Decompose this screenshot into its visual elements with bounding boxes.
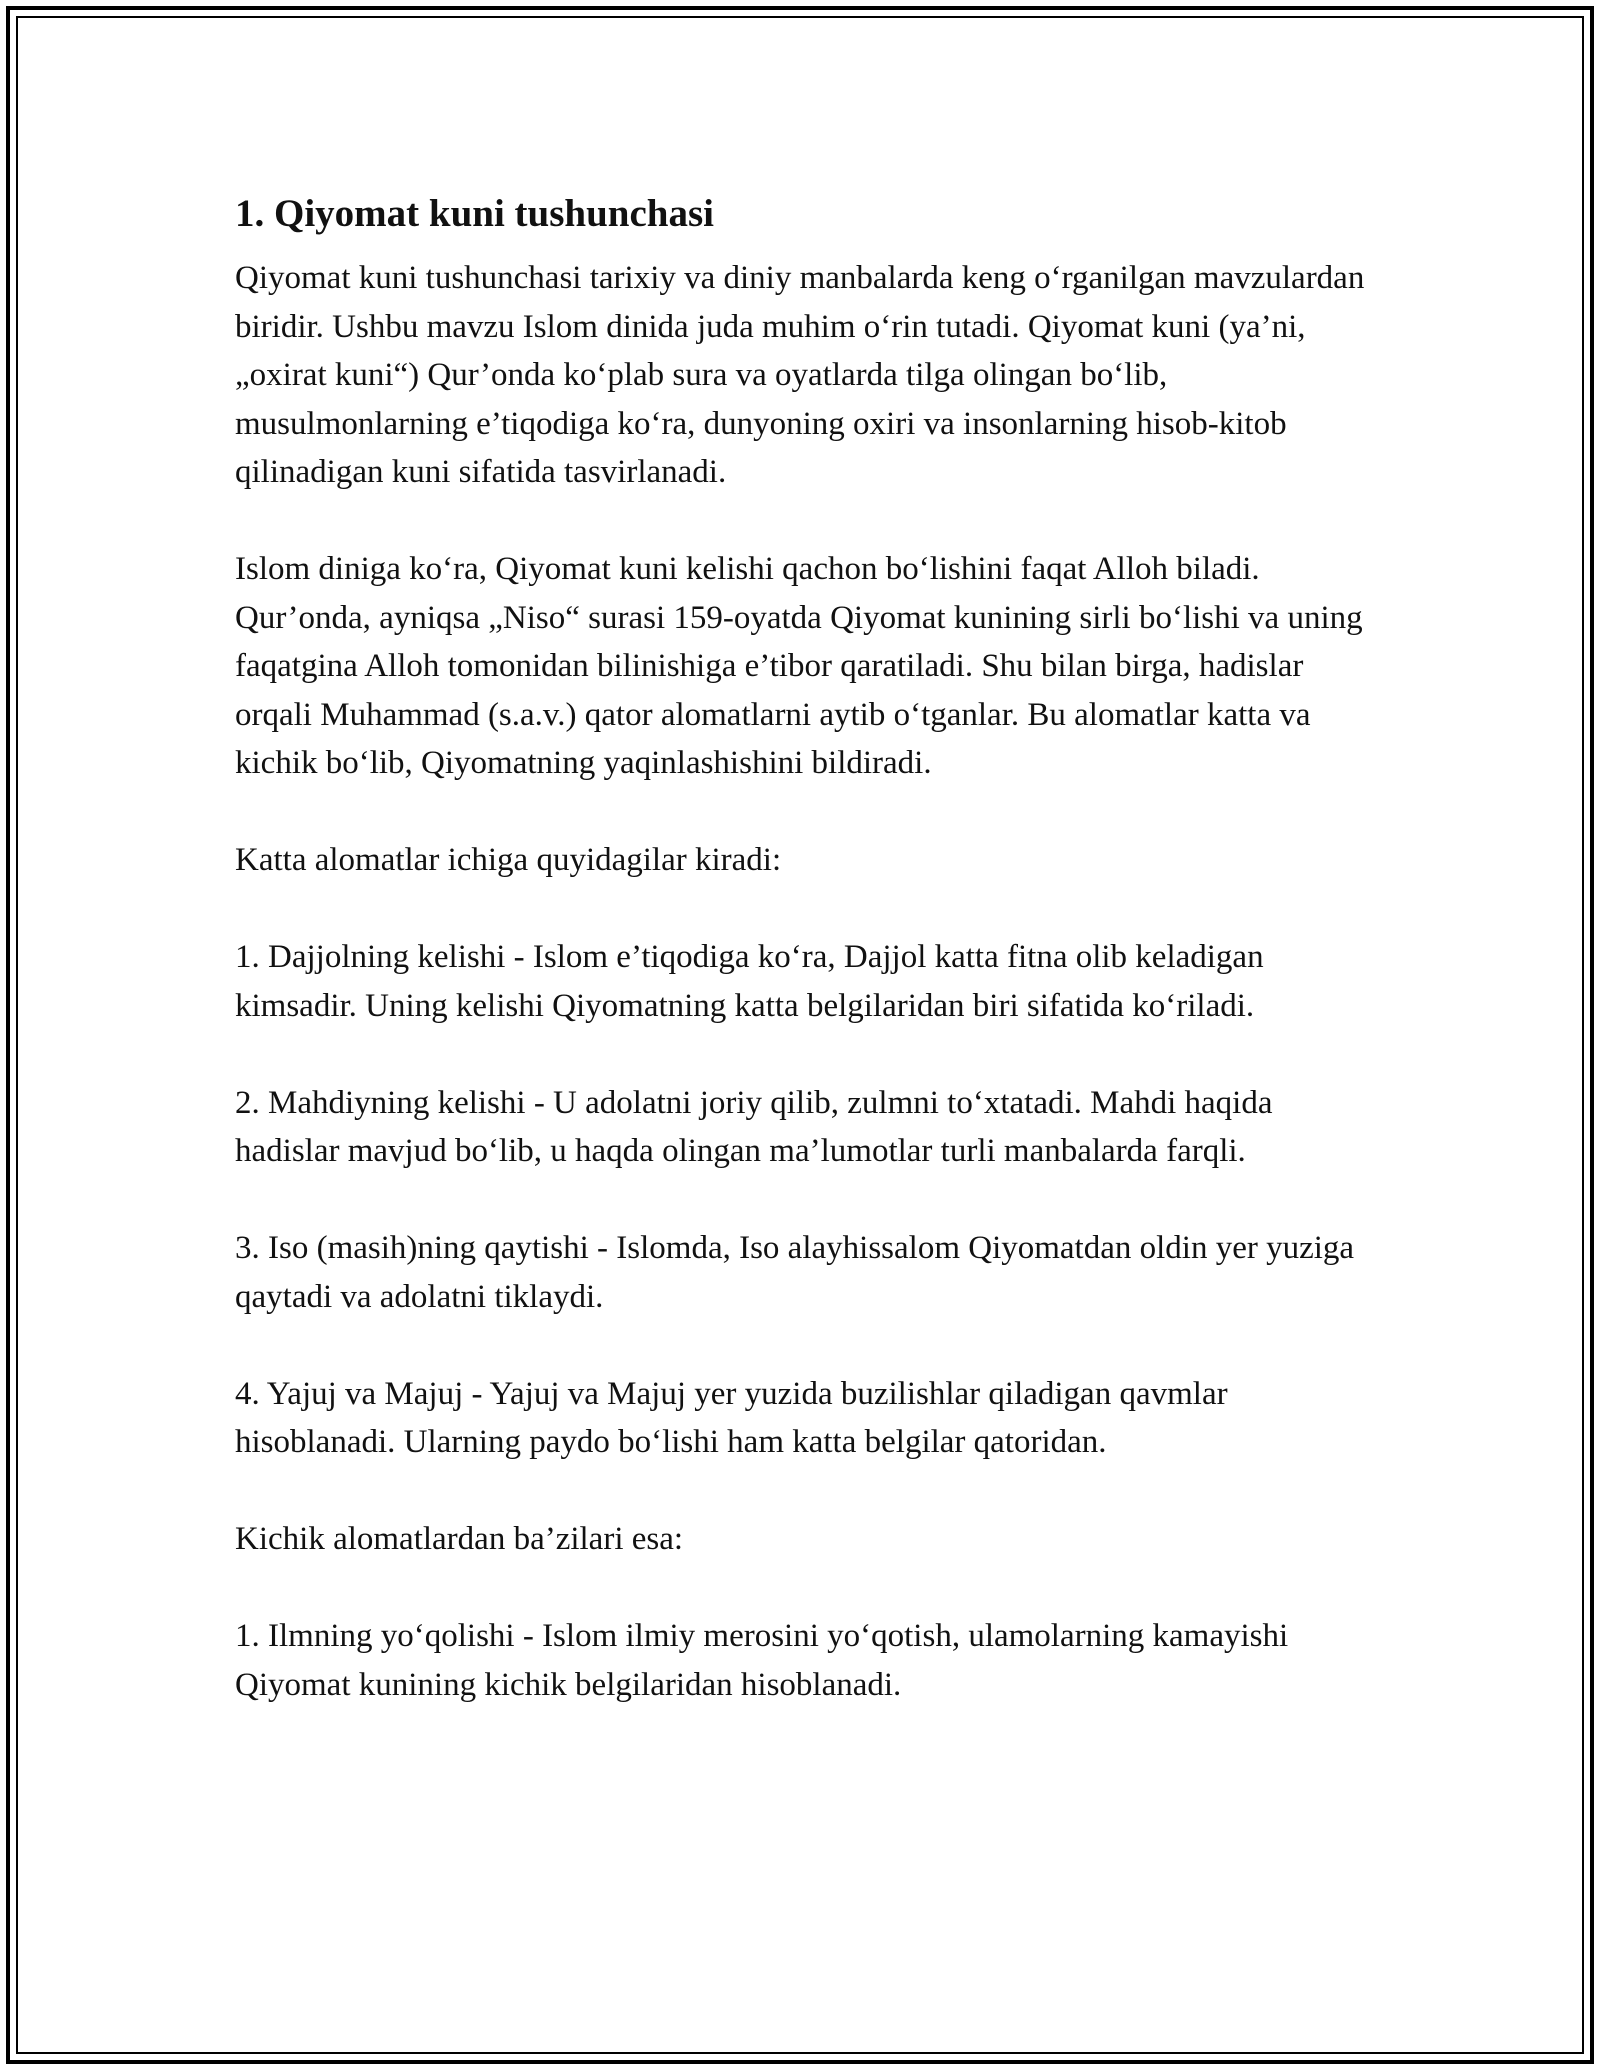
section-heading: 1. Qiyomat kuni tushunchasi <box>235 192 714 235</box>
paragraph-minor-signs-intro: Kichik alomatlardan ba’zilari esa: <box>235 1521 684 1557</box>
list-item-major-sign-1: 1. Dajjolning kelishi - Islom e’tiqodiga ko‘ra, Dajjol katta fitna olib keladigan kimsadir. Uning kelishi Qiyomatning katta belgilaridan biri sifatida ko‘riladi. <box>235 939 1264 1024</box>
document-body <box>235 188 1375 1709</box>
list-item-major-sign-3: 3. Iso (masih)ning qaytishi - Islomda, Iso alayhissalom Qiyomatdan oldin yer yuziga qaytadi va adolatni tiklaydi. <box>235 1230 1355 1315</box>
list-item-minor-sign-1: 1. Ilmning yo‘qolishi - Islom ilmiy merosini yo‘qotish, ulamolarning kamayishi Qiyomat kunining kichik belgilaridan hisoblanadi. <box>235 1618 1289 1703</box>
list-item-major-sign-4: 4. Yajuj va Majuj - Yajuj va Majuj yer yuzida buzilishlar qiladigan qavmlar hisoblanadi. Ularning paydo bo‘lishi ham katta belgilar qatoridan. <box>235 1375 1228 1460</box>
list-item-major-sign-2: 2. Mahdiyning kelishi - U adolatni joriy qilib, zulmni to‘xtatadi. Mahdi haqida hadislar mavjud bo‘lib, u haqda olingan ma’lumotlar turli manbalarda farqli. <box>235 1084 1273 1169</box>
paragraph-major-signs-intro: Katta alomatlar ichiga quyidagilar kiradi: <box>235 842 782 878</box>
paragraph-intro: Qiyomat kuni tushunchasi tarixiy va diniy manbalarda keng o‘rganilgan mavzulardan biridir. Ushbu mavzu Islom dinida juda muhim o‘rin tutadi. Qiyomat kuni (ya’ni, „oxirat kuni“) Qur’onda ko‘plab sura va oyatlarda tilga olingan bo‘lib, musulmonlarning e’tiqodiga ko‘ra, dunyoning oxiri va insonlarning hisob-kitob qilinadigan kuni sifatida tasvirlanadi. <box>235 260 1365 490</box>
paragraph-timing: Islom diniga ko‘ra, Qiyomat kuni kelishi qachon bo‘lishini faqat Alloh biladi. Qur’onda, ayniqsa „Niso“ surasi 159-oyatda Qiyomat kunining sirli bo‘lishi va uning faqatgina Alloh tomonidan bilinishiga e’tibor qaratiladi. Shu bilan birga, hadislar orqali Muhammad (s.a.v.) qator alomatlarni aytib o‘tganlar. Bu alomatlar katta va kichik bo‘lib, Qiyomatning yaqinlashishini bildiradi. <box>235 551 1363 781</box>
